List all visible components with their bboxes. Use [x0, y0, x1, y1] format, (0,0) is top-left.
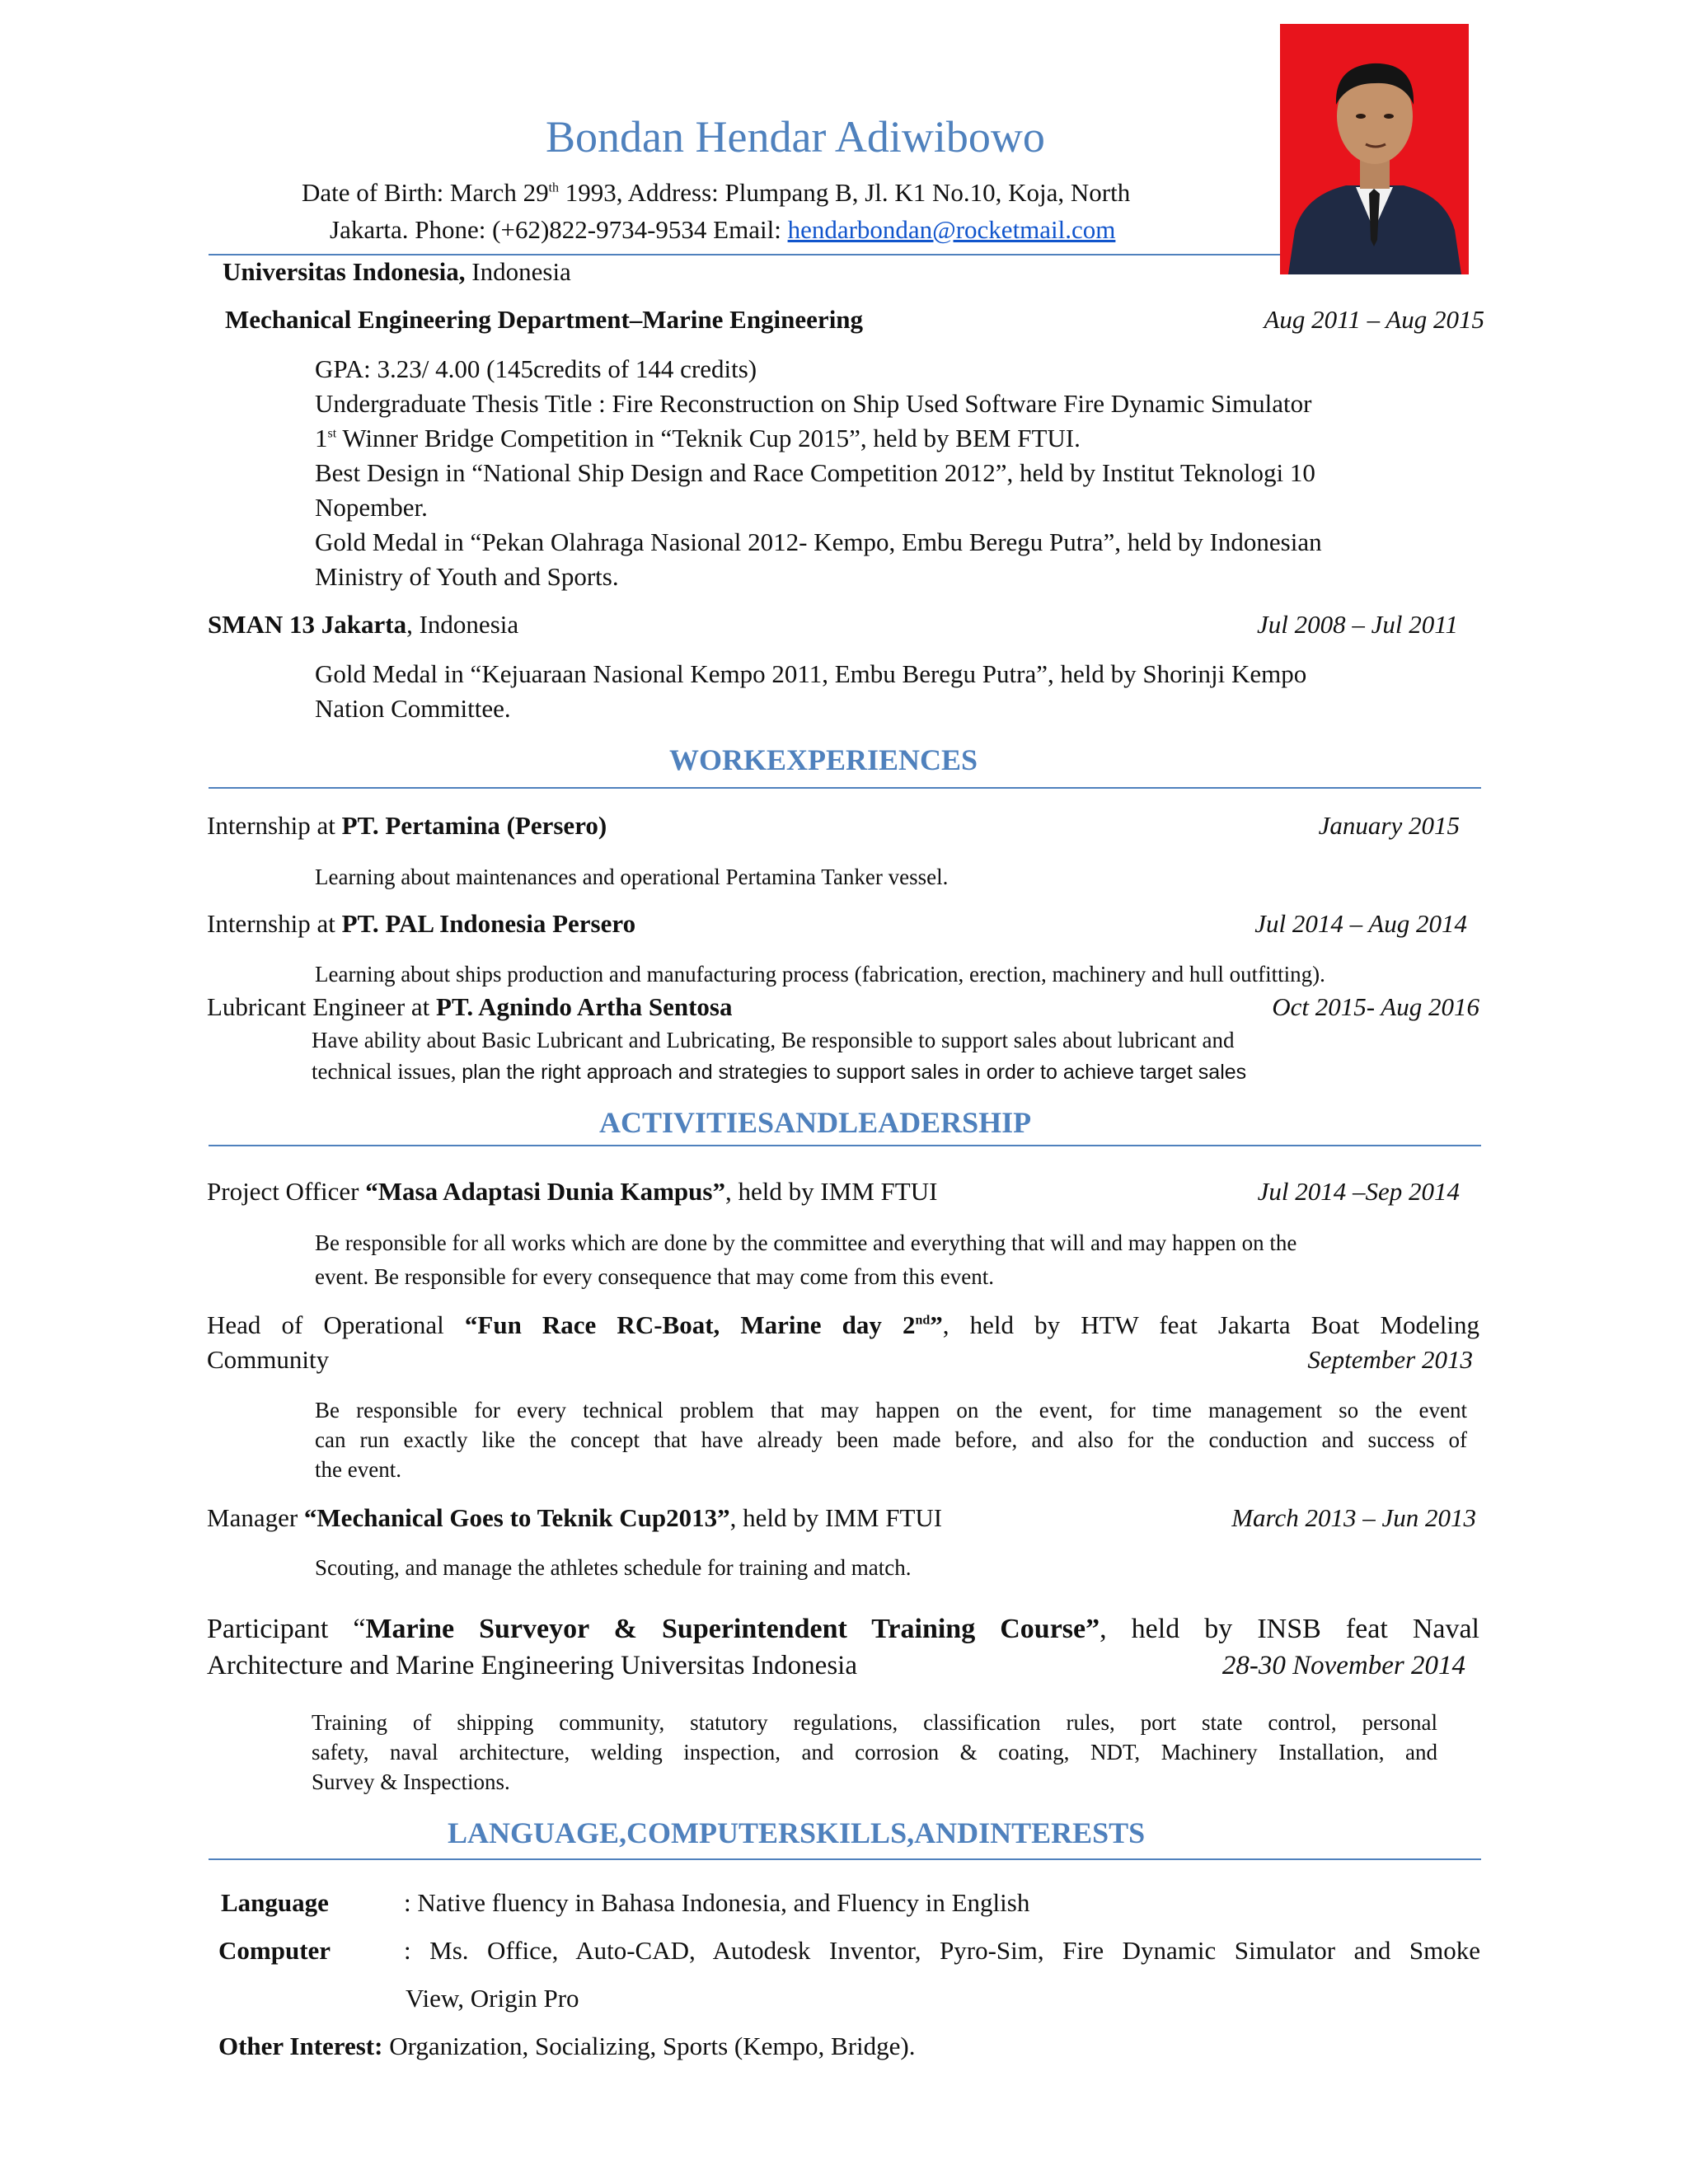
activity-title: [207, 1612, 1479, 1647]
dob-suffix: th: [548, 180, 560, 195]
activity-description-1: Be responsible for every technical problem that may happen on the event, for time management so the event: [315, 1398, 1467, 1422]
work-org: PT. Pertamina (Persero): [341, 811, 607, 840]
work-rule: [209, 787, 1481, 789]
activity-role: Head of Operational: [207, 1310, 465, 1339]
university-country: Indonesia: [465, 257, 571, 286]
department-dates: Aug 2011 – Aug 2015: [1264, 305, 1484, 334]
activity-description-2: event. Be responsible for every consequence that may come from this event.: [315, 1264, 994, 1289]
phone-text: Jakarta. Phone: (+62)822-9734-9534 Email:: [330, 215, 788, 244]
department-name: Mechanical Engineering Department–Marine Engineering: [225, 305, 864, 334]
computer-value-2: View, Origin Pro: [406, 1984, 579, 2013]
activity-role: Participant “: [207, 1614, 366, 1644]
activity-host: , held by HTW feat Jakarta Boat Modeling: [942, 1310, 1480, 1339]
activity-description: Scouting, and manage the athletes schedule for training and match.: [315, 1555, 912, 1580]
activity-dates: March 2013 – Jun 2013: [1231, 1503, 1476, 1532]
work-dates: January 2015: [1318, 811, 1460, 840]
university-name: Universitas Indonesia,: [223, 257, 466, 286]
work-description-2: [312, 1057, 1246, 1087]
award-bridge-suffix: st: [327, 426, 337, 441]
activity-title: [207, 1502, 942, 1535]
thesis-title: Undergraduate Thesis Title : Fire Reconstruction on Ship Used Software Fire Dynamic Simulator: [315, 389, 1312, 418]
activity-host: , held by IMM FTUI: [729, 1503, 943, 1532]
section-heading-skills: LANGUAGE,COMPUTERSKILLS,ANDINTERESTS: [448, 1816, 1146, 1849]
work-role: Lubricant Engineer at: [207, 992, 437, 1021]
award-bridge-text: Winner Bridge Competition in “Teknik Cup 2015”, held by BEM FTUI.: [336, 424, 1081, 452]
work-item-title: [207, 907, 635, 940]
work-dates: Oct 2015- Aug 2016: [1272, 992, 1479, 1021]
computer-value-1: : Ms. Office, Auto-CAD, Autodesk Inventor, Pyro-Sim, Fire Dynamic Simulator and Smoke: [404, 1936, 1480, 1965]
activity-role: Manager: [207, 1503, 304, 1532]
person-portrait-icon: [1280, 24, 1469, 274]
email-link[interactable]: hendarbondan@rocketmail.com: [787, 215, 1116, 244]
activity-description-1: Be responsible for all works which are done by the committee and everything that will and may happen on the: [315, 1230, 1297, 1255]
work-description: Learning about ships production and manufacturing process (fabrication, erection, machinery and hull outfitting).: [315, 962, 1325, 987]
award-ship-design-2: Nopember.: [315, 493, 428, 522]
work-dates: Jul 2014 – Aug 2014: [1254, 909, 1467, 938]
work-org: PT. Agnindo Artha Sentosa: [436, 992, 733, 1021]
school-award-1: Gold Medal in “Kejuaraan Nasional Kempo 2011, Embu Beregu Putra”, held by Shorinji Kempo: [315, 659, 1307, 688]
section-heading-work: WORKEXPERIENCES: [669, 743, 978, 776]
activity-title: [207, 1309, 1479, 1342]
activity-role: Project Officer: [207, 1177, 366, 1206]
school-award-2: Nation Committee.: [315, 694, 511, 723]
school-line: [208, 608, 518, 641]
activity-title-cont: Community: [207, 1345, 330, 1374]
award-bridge: [315, 422, 1081, 455]
candidate-name: Bondan Hendar Adiwibowo: [546, 112, 1045, 162]
computer-label: [218, 1934, 331, 1967]
award-bridge-rank: 1: [315, 424, 328, 452]
activity-name: “Masa Adaptasi Dunia Kampus”: [365, 1177, 725, 1206]
award-kempo-1: Gold Medal in “Pekan Olahraga Nasional 2012- Kempo, Embu Beregu Putra”, held by Indonesian: [315, 527, 1322, 556]
activity-name-suffix: nd: [915, 1313, 931, 1328]
work-org: PT. PAL Indonesia Persero: [341, 909, 636, 938]
activity-host: , held by INSB feat Naval: [1100, 1614, 1479, 1644]
work-description-2a: technical issues,: [312, 1059, 462, 1084]
language-label: [221, 1886, 329, 1919]
activity-host: , held by IMM FTUI: [724, 1177, 938, 1206]
contact-line-1: [302, 176, 1130, 209]
contact-line-2: [330, 213, 1115, 246]
activity-dates: Jul 2014 –Sep 2014: [1257, 1177, 1460, 1206]
skills-rule: [209, 1858, 1481, 1860]
work-role: Internship at: [207, 909, 342, 938]
section-heading-activities: ACTIVITIESANDLEADERSHIP: [599, 1106, 1032, 1139]
school-country: , Indonesia: [406, 610, 519, 639]
activity-description-1: Training of shipping community, statutory regulations, classification rules, port state control, personal: [312, 1710, 1437, 1735]
interest-value: Organization, Socializing, Sports (Kempo, Bridge).: [382, 2032, 916, 2060]
dob-label: Date of Birth: March 29: [302, 178, 549, 207]
work-role: Internship at: [207, 811, 342, 840]
activity-name: “Mechanical Goes to Teknik Cup2013”: [303, 1503, 730, 1532]
work-description-1: Have ability about Basic Lubricant and Lubricating, Be responsible to support sales about lubricant and: [312, 1028, 1235, 1052]
interest-label: Other Interest:: [218, 2032, 383, 2060]
work-item-title: [207, 991, 732, 1024]
work-description: Learning about maintenances and operational Pertamina Tanker vessel.: [315, 865, 949, 889]
activity-description-3: Survey & Inspections.: [312, 1769, 510, 1794]
activity-description-3: the event.: [315, 1457, 401, 1482]
language-label-text: Language: [221, 1888, 329, 1917]
work-item-title: [207, 809, 607, 842]
school-dates: Jul 2008 – Jul 2011: [1257, 610, 1458, 639]
university-line: [223, 255, 571, 288]
activity-name: “Fun Race RC-Boat, Marine day 2: [464, 1310, 916, 1339]
address-text: 1993, Address: Plumpang B, Jl. K1 No.10, Koja, North: [559, 178, 1131, 207]
work-description-2b: plan the right approach and strategies to support sales in order to achieve target sales: [462, 1061, 1247, 1084]
award-kempo-2: Ministry of Youth and Sports.: [315, 562, 619, 591]
computer-label-text: Computer: [218, 1936, 331, 1965]
activity-name: Marine Surveyor & Superintendent Training Course”: [365, 1614, 1100, 1644]
activity-dates: 28-30 November 2014: [1221, 1651, 1465, 1680]
school-name: SMAN 13 Jakarta: [208, 610, 407, 639]
award-ship-design-1: Best Design in “National Ship Design and Race Competition 2012”, held by Institut Teknologi 10: [315, 458, 1315, 487]
activity-description-2: safety, naval architecture, welding inspection, and corrosion & coating, NDT, Machinery Installation, and: [312, 1740, 1437, 1765]
other-interest: [218, 2030, 915, 2063]
activity-title: [207, 1175, 937, 1208]
activity-dates: September 2013: [1307, 1345, 1473, 1374]
profile-photo: [1280, 24, 1469, 274]
gpa: GPA: 3.23/ 4.00 (145credits of 144 credits): [315, 354, 757, 383]
activity-name-close-quote: ”: [930, 1310, 943, 1339]
activity-description-2: can run exactly like the concept that have already been made before, and also for the conduction and success of: [315, 1427, 1467, 1452]
language-value: : Native fluency in Bahasa Indonesia, and Fluency in English: [404, 1888, 1030, 1917]
activity-title-cont: Architecture and Marine Engineering Universitas Indonesia: [207, 1651, 857, 1680]
department: [225, 303, 863, 336]
activities-rule: [209, 1145, 1481, 1146]
